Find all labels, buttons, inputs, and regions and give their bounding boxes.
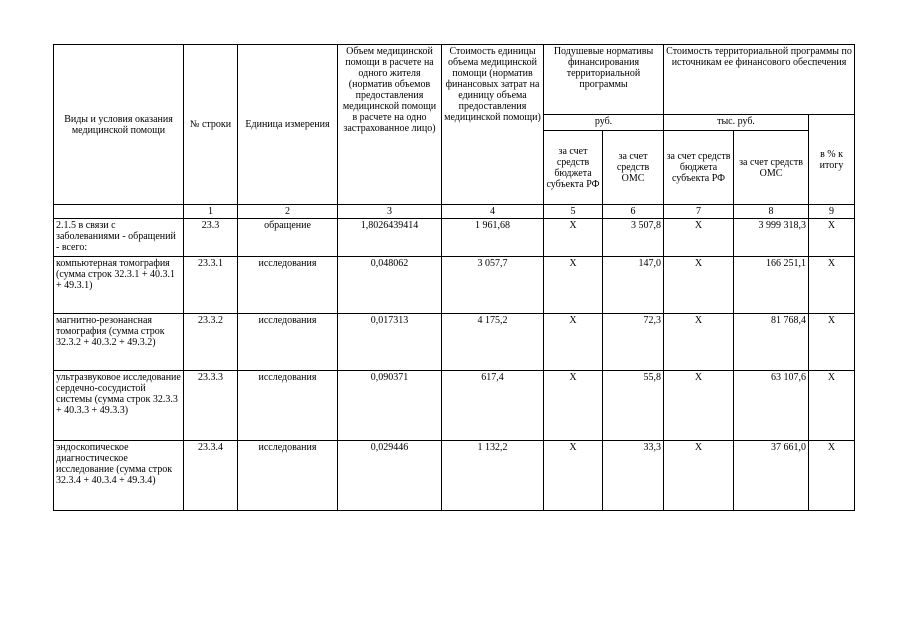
table-row	[54, 441, 855, 511]
row-oms-rub: 55,8	[603, 371, 664, 441]
row-name: компьютерная томография (сумма строк 32.3.1 + 40.3.1 + 49.3.1)	[54, 257, 184, 314]
row-unit: исследования	[238, 371, 338, 441]
row-oms-rub: 147,0	[603, 257, 664, 314]
row-budget-thous: X	[664, 441, 734, 511]
header-program-cost-group: Стоимость территориальной программы по источникам ее финансового обеспечения	[664, 45, 855, 115]
row-unit: исследования	[238, 441, 338, 511]
row-number: 23.3	[184, 219, 238, 257]
header-budget-rub: за счет средств бюджета субъекта РФ	[544, 131, 603, 205]
row-percent: X	[809, 371, 855, 441]
row-budget-rub: X	[544, 257, 603, 314]
row-volume: 0,029446	[338, 441, 442, 511]
row-budget-rub: X	[544, 314, 603, 371]
header-budget-thous: за счет средств бюджета субъекта РФ	[664, 131, 734, 205]
column-number: 1	[184, 205, 238, 219]
row-volume: 1,8026439414	[338, 219, 442, 257]
row-volume: 0,017313	[338, 314, 442, 371]
row-oms-thous: 166 251,1	[734, 257, 809, 314]
row-unit: исследования	[238, 257, 338, 314]
column-number: 5	[544, 205, 603, 219]
row-number: 23.3.2	[184, 314, 238, 371]
column-number: 4	[442, 205, 544, 219]
table-row	[54, 219, 855, 257]
row-budget-thous: X	[664, 257, 734, 314]
medical-care-cost-table	[53, 44, 855, 511]
header-rub: руб.	[544, 115, 664, 131]
row-budget-thous: X	[664, 219, 734, 257]
column-number-row	[54, 205, 855, 219]
row-oms-thous: 3 999 318,3	[734, 219, 809, 257]
column-number: 6	[603, 205, 664, 219]
column-number: 7	[664, 205, 734, 219]
column-number: 8	[734, 205, 809, 219]
header-unit: Единица измерения	[238, 45, 338, 205]
row-volume: 0,090371	[338, 371, 442, 441]
column-number-blank	[54, 205, 184, 219]
table-row	[54, 314, 855, 371]
header-kinds-of-care: Виды и условия оказания медицинской помощи	[54, 45, 184, 205]
header-oms-rub: за счет средств ОМС	[603, 131, 664, 205]
row-cost: 1 132,2	[442, 441, 544, 511]
row-budget-thous: X	[664, 371, 734, 441]
header-thous-rub: тыс. руб.	[664, 115, 809, 131]
row-name: магнитно-резонансная томография (сумма строк 32.3.2 + 40.3.2 + 49.3.2)	[54, 314, 184, 371]
row-oms-rub: 72,3	[603, 314, 664, 371]
row-oms-thous: 81 768,4	[734, 314, 809, 371]
row-cost: 4 175,2	[442, 314, 544, 371]
row-cost: 617,4	[442, 371, 544, 441]
row-percent: X	[809, 441, 855, 511]
row-budget-rub: X	[544, 441, 603, 511]
row-name: ультразвуковое исследование сердечно-сосудистой системы (сумма строк 32.3.3 + 40.3.3 + 49.3.3)	[54, 371, 184, 441]
row-oms-rub: 33,3	[603, 441, 664, 511]
header-per-capita-group: Подушевые нормативы финансирования территориальной программы	[544, 45, 664, 115]
header-row-number: № строки	[184, 45, 238, 205]
row-number: 23.3.4	[184, 441, 238, 511]
row-cost: 1 961,68	[442, 219, 544, 257]
row-budget-rub: X	[544, 371, 603, 441]
row-percent: X	[809, 314, 855, 371]
header-oms-thous: за счет средств ОМС	[734, 131, 809, 205]
row-oms-thous: 63 107,6	[734, 371, 809, 441]
row-unit: исследования	[238, 314, 338, 371]
row-number: 23.3.1	[184, 257, 238, 314]
column-number: 3	[338, 205, 442, 219]
table-row	[54, 257, 855, 314]
row-budget-rub: X	[544, 219, 603, 257]
header-unit-cost: Стоимость единицы объема медицинской помощи (норматив финансовых затрат на единицу объема предоставления медицинской помощи)	[442, 45, 544, 205]
header-volume: Объем медицинской помощи в расчете на одного жителя (норматив объемов предоставления медицинской помощи в расчете на одно застрахованное лицо)	[338, 45, 442, 205]
column-number: 9	[809, 205, 855, 219]
row-name: 2.1.5 в связи с заболеваниями - обращений - всего:	[54, 219, 184, 257]
row-budget-thous: X	[664, 314, 734, 371]
row-percent: X	[809, 219, 855, 257]
table-row	[54, 371, 855, 441]
header-percent: в % к итогу	[809, 115, 855, 205]
row-number: 23.3.3	[184, 371, 238, 441]
row-percent: X	[809, 257, 855, 314]
row-name: эндоскопическое диагностическое исследование (сумма строк 32.3.4 + 40.3.4 + 49.3.4)	[54, 441, 184, 511]
row-unit: обращение	[238, 219, 338, 257]
row-volume: 0,048062	[338, 257, 442, 314]
row-oms-rub: 3 507,8	[603, 219, 664, 257]
column-number: 2	[238, 205, 338, 219]
row-oms-thous: 37 661,0	[734, 441, 809, 511]
row-cost: 3 057,7	[442, 257, 544, 314]
